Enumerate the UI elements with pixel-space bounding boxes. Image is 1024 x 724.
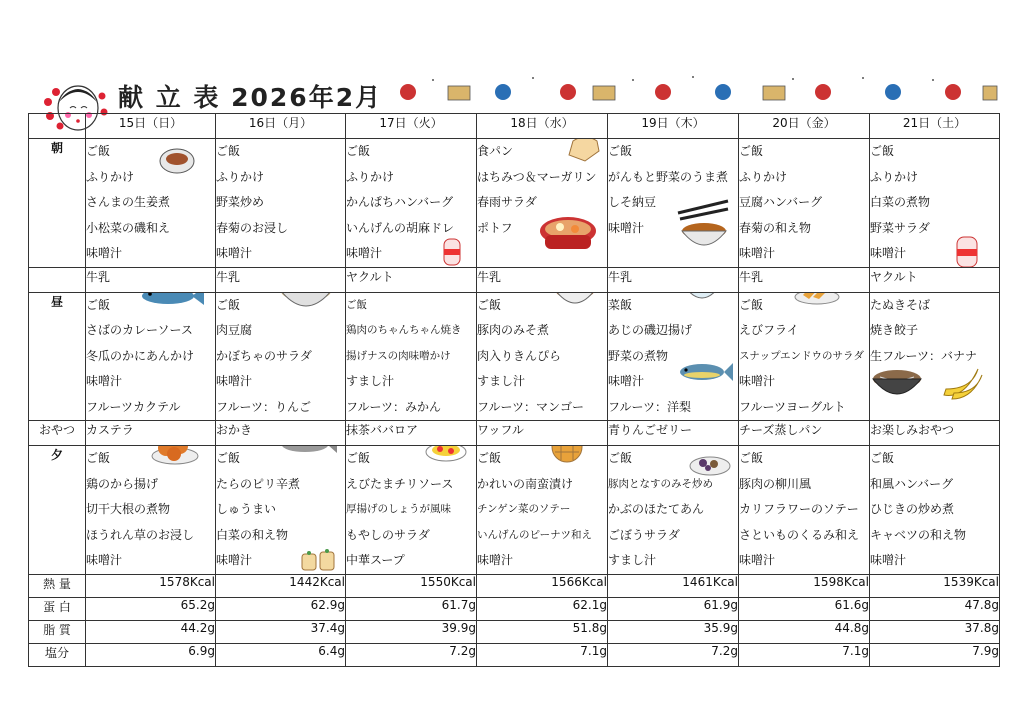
menu-item: すまし汁 [608, 553, 657, 567]
menu-item: ふりかけ [870, 169, 919, 184]
menu-item: ひじきの炒め煮 [870, 502, 955, 516]
menu-item: たらのピリ辛煮 [216, 476, 301, 491]
salt-value: 7.2g [608, 643, 739, 666]
menu-item: 春菊の和え物 [739, 220, 812, 235]
menu-item: 菜飯 [608, 297, 633, 312]
shumai-icon [298, 542, 340, 574]
breakfast-cell [477, 139, 608, 268]
menu-item: さんまの生姜煮 [86, 195, 171, 209]
energy-value: 1539Kcal [870, 574, 1000, 597]
yakult-bottle-icon [950, 235, 984, 267]
lunch-cell [608, 292, 739, 421]
stir-fry-plate-icon [688, 448, 732, 478]
fat-value: 51.8g [477, 620, 608, 643]
snack-cell [216, 421, 346, 446]
menu-item: 切干大根の煮物 [86, 502, 171, 516]
menu-item: 味噌汁 [739, 374, 776, 388]
menu-item: ご飯 [870, 144, 895, 158]
menu-item: 豚肉のみそ煮 [477, 323, 550, 337]
salt-row [29, 643, 1000, 666]
breakfast-cell [216, 139, 346, 268]
menu-item: ご飯 [739, 144, 764, 158]
menu-item: すまし汁 [477, 374, 526, 388]
menu-item: ご飯 [346, 451, 371, 465]
day-header: 21日（土） [870, 114, 1000, 139]
menu-item: ご飯 [608, 451, 633, 465]
dinner-label: 夕 [29, 446, 86, 575]
menu-item: ご飯 [477, 297, 502, 312]
menu-item: 白菜の和え物 [216, 527, 289, 542]
bread-icon [565, 139, 603, 166]
fat-value: 37.8g [870, 620, 1000, 643]
mackerel-fish-icon [136, 292, 206, 311]
yakult-bottle-icon [438, 237, 466, 267]
menu-item: 中華スープ [346, 553, 405, 567]
horse-mackerel-fish-icon [676, 357, 734, 387]
snack-item: カステラ [86, 423, 134, 437]
menu-item: 味噌汁 [86, 553, 123, 567]
menu-item: 春菊のお浸し [216, 220, 289, 235]
menu-item: 味噌汁 [608, 220, 645, 235]
niku-dofu-bowl-icon [278, 292, 334, 317]
lunch-cell [346, 292, 477, 421]
menu-item: フルーツヨーグルト [739, 399, 846, 414]
menu-item: ご飯 [477, 451, 502, 465]
menu-item: ご飯 [216, 451, 241, 465]
menu-item: 味噌汁 [608, 374, 645, 388]
greens-rice-bowl-icon [682, 292, 722, 307]
dinner-cell [608, 446, 739, 575]
menu-item: いんげんの胡麻ドレ [346, 220, 455, 235]
menu-item: ご飯 [216, 297, 241, 312]
energy-row [29, 574, 1000, 597]
breakfast-label: 朝 [29, 139, 86, 268]
drink-cell [870, 267, 1000, 292]
menu-item: えびフライ [739, 323, 799, 337]
menu-item: ご飯 [86, 451, 111, 465]
lunch-cell [216, 292, 346, 421]
menu-item: さといものくるみ和え [739, 527, 860, 542]
snack-row [29, 421, 1000, 446]
energy-value: 1598Kcal [739, 574, 870, 597]
menu-item: 鶏肉のちゃんちゃん焼き [346, 324, 462, 336]
snack-item: おかき [216, 423, 253, 437]
drink-item: ヤクルト [346, 269, 394, 284]
drink-item: 牛乳 [739, 269, 764, 284]
snack-item: お楽しみおやつ [870, 423, 955, 437]
snack-item: チーズ蒸しパン [739, 423, 823, 437]
page-title: 献 立 表 2026年2月 [118, 83, 383, 112]
menu-item: さばのカレーソース [86, 323, 193, 337]
snack-cell [86, 421, 216, 446]
menu-item: ふりかけ [346, 169, 395, 184]
karaage-plate-icon [150, 446, 200, 467]
salt-value: 7.1g [739, 643, 870, 666]
lunch-cell [477, 292, 608, 421]
corner-cell [29, 114, 86, 139]
page-header [28, 72, 998, 114]
day-header: 15日（日） [86, 114, 216, 139]
menu-item: ご飯 [86, 297, 111, 312]
menu-item: あじの磯辺揚げ [608, 323, 693, 337]
energy-value: 1461Kcal [608, 574, 739, 597]
menu-item: がんもと野菜のうま煮 [608, 169, 729, 184]
fat-value: 39.9g [346, 620, 477, 643]
dinner-cell [870, 446, 1000, 575]
protein-label: 蛋 白 [29, 597, 86, 620]
simmered-fish-dish-icon [158, 143, 196, 175]
menu-item: 肉入りきんぴら [477, 348, 562, 363]
fat-value: 44.2g [86, 620, 216, 643]
menu-item: 味噌汁 [216, 374, 253, 388]
menu-item: ふりかけ [216, 169, 265, 184]
menu-item: ご飯 [739, 297, 764, 312]
snack-item: 青りんごゼリー [608, 423, 693, 437]
lunch-cell [739, 292, 870, 421]
lunch-row [29, 292, 1000, 421]
fat-label: 脂 質 [29, 620, 86, 643]
menu-item: 野菜の煮物 [608, 348, 669, 363]
day-header: 20日（金） [739, 114, 870, 139]
drink-cell [216, 267, 346, 292]
menu-item: かんぱちハンバーグ [346, 195, 454, 209]
breakfast-cell [870, 139, 1000, 268]
dinner-cell [739, 446, 870, 575]
menu-item: ふりかけ [739, 169, 788, 184]
menu-item: しそ納豆 [608, 195, 657, 209]
day-header-row [29, 114, 1000, 139]
menu-item: 厚揚げのしょうが風味 [346, 503, 451, 515]
waffle-icon [547, 446, 587, 465]
menu-item: ご飯 [346, 144, 371, 158]
menu-item: ご飯 [346, 298, 367, 311]
breakfast-cell [86, 139, 216, 268]
menu-item: ふりかけ [86, 169, 135, 184]
shrimp-chili-plate-icon [424, 446, 468, 465]
natto-bowl-icon [672, 195, 732, 259]
fat-value: 37.4g [216, 620, 346, 643]
menu-item: 味噌汁 [739, 553, 776, 567]
protein-value: 62.1g [477, 597, 608, 620]
drink-cell [739, 267, 870, 292]
drink-item: ヤクルト [870, 269, 918, 284]
menu-item: 野菜炒め [216, 195, 265, 209]
menu-item: かぶのほたてあん [608, 502, 705, 516]
menu-item: 焼き餃子 [870, 323, 919, 337]
dinner-cell [86, 446, 216, 575]
dinner-cell [477, 446, 608, 575]
salt-value: 6.9g [86, 643, 216, 666]
menu-item: 味噌汁 [870, 246, 907, 260]
menu-item: ご飯 [739, 451, 764, 465]
menu-item: もやしのサラダ [346, 527, 430, 542]
kinpira-bowl-icon [553, 292, 597, 315]
snack-cell [477, 421, 608, 446]
menu-item: フルーツ：りんご [216, 399, 312, 414]
menu-item: 肉豆腐 [216, 323, 253, 337]
snack-cell [870, 421, 1000, 446]
menu-item: フルーツ：みかん [346, 399, 442, 414]
energy-label: 熱 量 [29, 574, 86, 597]
energy-value: 1550Kcal [346, 574, 477, 597]
menu-item: えびたまチリソース [346, 476, 454, 491]
menu-item: 味噌汁 [86, 374, 123, 388]
protein-value: 61.7g [346, 597, 477, 620]
menu-item: 味噌汁 [870, 553, 907, 567]
menu-item: ご飯 [870, 451, 895, 465]
breakfast-cell [346, 139, 477, 268]
protein-value: 47.8g [870, 597, 1000, 620]
breakfast-cell [739, 139, 870, 268]
menu-item: 白菜の煮物 [870, 195, 931, 209]
soba-bowl-icon [870, 365, 924, 405]
lunch-cell [86, 292, 216, 421]
day-header: 18日（水） [477, 114, 608, 139]
menu-item: スナップエンドウのサラダ [739, 349, 864, 362]
drink-item: 牛乳 [86, 269, 111, 284]
drink-item: 牛乳 [608, 269, 633, 284]
menu-item: かぼちゃのサラダ [216, 348, 312, 363]
fat-row [29, 620, 1000, 643]
salt-label: 塩分 [29, 643, 86, 666]
snack-cell [608, 421, 739, 446]
menu-item: ご飯 [216, 144, 241, 158]
snack-label: おやつ [29, 421, 86, 446]
dinner-row [29, 446, 1000, 575]
menu-item: フルーツカクテル [86, 399, 181, 414]
drink-row [29, 267, 1000, 292]
fat-value: 35.9g [608, 620, 739, 643]
menu-item: ほうれん草のお浸し [86, 527, 195, 542]
protein-value: 61.6g [739, 597, 870, 620]
day-header: 19日（木） [608, 114, 739, 139]
menu-item: すまし汁 [346, 374, 395, 388]
menu-item: 豆腐ハンバーグ [739, 195, 823, 209]
menu-item: 生フルーツ：バナナ [870, 348, 978, 363]
menu-item: 味噌汁 [86, 246, 123, 260]
energy-value: 1442Kcal [216, 574, 346, 597]
drink-cell [86, 267, 216, 292]
salt-value: 7.1g [477, 643, 608, 666]
lunch-label: 昼 [29, 292, 86, 421]
fat-value: 44.8g [739, 620, 870, 643]
snack-item: 抹茶ババロア [346, 423, 419, 437]
drink-item: 牛乳 [216, 269, 241, 284]
dinner-cell [346, 446, 477, 575]
salt-value: 6.4g [216, 643, 346, 666]
drink-cell [477, 267, 608, 292]
energy-value: 1566Kcal [477, 574, 608, 597]
menu-table [28, 113, 1000, 667]
menu-item: フルーツ：洋梨 [608, 399, 692, 414]
menu-item: たぬきそば [870, 297, 931, 312]
menu-item: 揚げナスの肉味噌かけ [346, 349, 451, 362]
menu-item: ご飯 [86, 144, 111, 158]
salt-value: 7.9g [870, 643, 1000, 666]
menu-item: フルーツ：マンゴー [477, 399, 585, 414]
protein-value: 61.9g [608, 597, 739, 620]
menu-item: いんげんのピーナツ和え [477, 528, 592, 541]
banana-icon [938, 359, 984, 403]
snack-item: ワッフル [477, 423, 524, 437]
menu-item: 小松菜の磯和え [86, 220, 171, 235]
menu-item: キャベツの和え物 [870, 527, 967, 542]
menu-item: 味噌汁 [216, 553, 253, 567]
lunch-cell [870, 292, 1000, 421]
menu-item: ご飯 [608, 144, 633, 158]
menu-item: 味噌汁 [346, 246, 383, 260]
setsubun-oni-decoration-icon [393, 72, 998, 106]
breakfast-cell [608, 139, 739, 268]
drink-cell [346, 267, 477, 292]
menu-item: 味噌汁 [739, 246, 776, 260]
menu-item: カリフラワーのソテー [739, 502, 859, 516]
menu-item: 豚肉となすのみそ炒め [608, 477, 713, 490]
menu-item: 春雨サラダ [477, 195, 537, 209]
menu-item: 味噌汁 [216, 246, 253, 260]
cod-fish-icon [278, 446, 338, 459]
day-header: 16日（月） [216, 114, 346, 139]
menu-item: 豚肉の柳川風 [739, 476, 812, 491]
menu-item: 冬瓜のかにあんかけ [86, 348, 195, 363]
energy-value: 1578Kcal [86, 574, 216, 597]
menu-item: 鶏のから揚げ [86, 476, 159, 491]
snack-cell [346, 421, 477, 446]
menu-item: 野菜サラダ [870, 220, 930, 235]
drink-item: 牛乳 [477, 269, 502, 284]
menu-item: ポトフ [477, 220, 513, 235]
drink-label-cell [29, 267, 86, 292]
day-header: 17日（火） [346, 114, 477, 139]
dinner-cell [216, 446, 346, 575]
breakfast-row [29, 139, 1000, 268]
fried-shrimp-icon [793, 292, 841, 307]
menu-item: チンゲン菜のソテー [477, 503, 571, 515]
protein-value: 65.2g [86, 597, 216, 620]
menu-item: ごぼうサラダ [608, 527, 680, 542]
salt-value: 7.2g [346, 643, 477, 666]
menu-item: かれいの南蛮漬け [477, 476, 574, 491]
snack-cell [739, 421, 870, 446]
menu-item: 味噌汁 [477, 553, 514, 567]
menu-item: はちみつ＆マーガリン [477, 169, 597, 184]
menu-item: 和風ハンバーグ [870, 476, 954, 491]
drink-cell [608, 267, 739, 292]
menu-item: しゅうまい [216, 502, 277, 516]
protein-value: 62.9g [216, 597, 346, 620]
pot-au-feu-pot-icon [535, 209, 601, 257]
protein-row [29, 597, 1000, 620]
menu-item: 食パン [477, 144, 514, 158]
